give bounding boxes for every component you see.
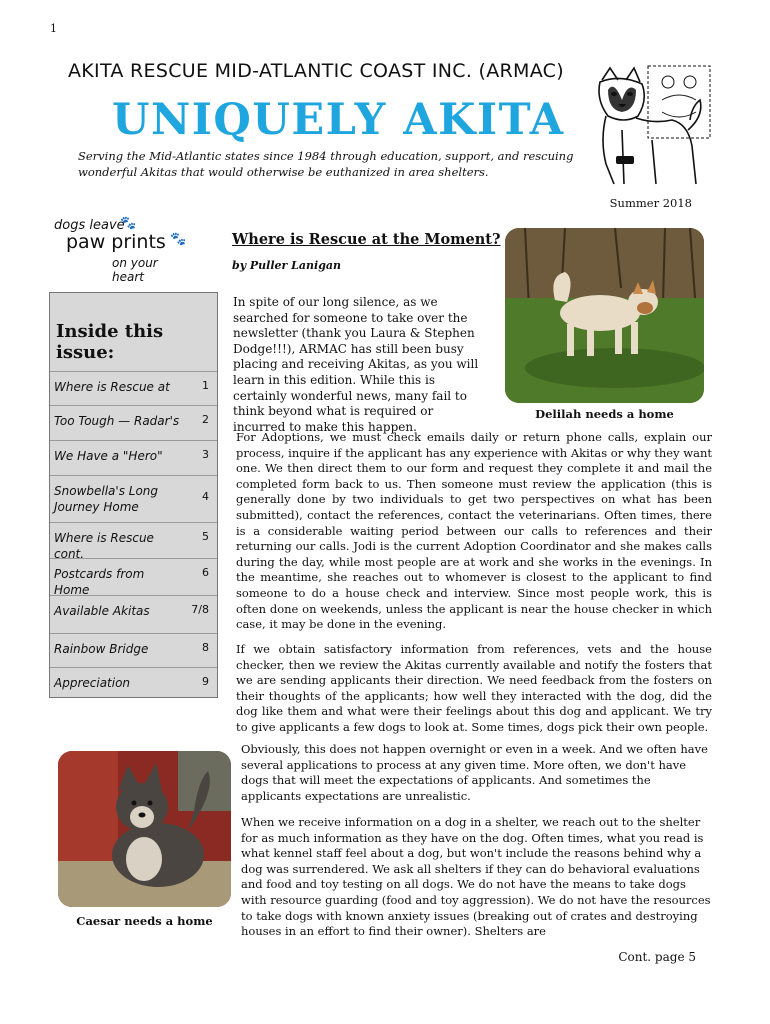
toc-heading: Inside this issue: (56, 321, 164, 363)
delilah-caption: Delilah needs a home (535, 407, 674, 421)
tagline: Serving the Mid-Atlantic states since 1984 through education, support, and rescuing wonderful Akitas that would otherwise be euthanized in area shelters. (78, 149, 574, 179)
paw-logo-line1: dogs leave (54, 218, 125, 233)
paw-prints-logo (52, 216, 192, 284)
article-paragraph: For Adoptions, we must check emails daily or return phone calls, explain our process, inquire if the applicant has any experience with Akitas or why they want one. We then direct them to our form and request they complete it and mail the completed form back to us. Then someone must review the application (this is generally done by two individuals to get two perspectives on what has been submitted), contact the references, contact the veterinarians. Often times, there is a considerable waiting period between our calls to references and their returning our calls. Jodi is the current Adoption Coordinator and she makes calls during the day, while most people are at work and she works in the evenings. In the meantime, she reaches out to whomever is closest to the applicant to find someone to do a house check and interview. Since most people work, this is often done on weekends, unless the applicant is near the house checker in which case, it may be done in the evening. (236, 430, 712, 632)
paw-logo-line2: paw prints (66, 231, 166, 253)
toc-item-page: 1 (202, 379, 209, 392)
toc-item-page: 5 (202, 530, 209, 543)
table-of-contents (49, 292, 218, 698)
toc-item[interactable] (50, 440, 217, 476)
toc-item-title: Where is Rescue cont. (54, 531, 154, 561)
article-paragraph: Obviously, this does not happen overnight or even in a week. And we often have several applications to process at any given time. More often, we don't have dogs that will meet the expectations of applicants. And sometimes the applicants expectations are unrealistic. (241, 742, 708, 803)
toc-item-title: Too Tough — Radar's (54, 414, 180, 428)
toc-item-title: We Have a "Hero" (54, 449, 163, 463)
toc-item-title: Postcards from Home (54, 567, 145, 597)
toc-item-title: Snowbella's Long Journey Home (54, 484, 159, 514)
page-number: 1 (50, 22, 57, 35)
article-paragraph: If we obtain satisfactory information from references, vets and the house checker, then we review the Akitas currently available and notify the fosters that we are sending applicants their direction. We need feedback from the fosters on their thoughts of the applicants; how well they interacted with the dog, did the dog like them and what were their feelings about this dog and applicant. We try to give applicants a few dogs to look at. Some times, dogs pick their own people. (236, 642, 712, 734)
organization-name: AKITA RESCUE MID-ATLANTIC COAST INC. (ARMAC) (68, 60, 564, 82)
article-title: Where is Rescue at the Moment? (232, 231, 501, 248)
toc-item-title: Appreciation (54, 676, 131, 690)
toc-item[interactable] (50, 522, 217, 559)
toc-item-title: Where is Rescue at (54, 380, 170, 394)
toc-item[interactable] (50, 558, 217, 596)
article-byline: by Puller Lanigan (232, 259, 342, 272)
article-paragraph: In spite of our long silence, as we searched for someone to take over the newsletter (thank you Laura & Stephen Dodge!!!), ARMAC has still been busy placing and receiving Akitas, as you will learn in this edition. While this is certainly wonderful news, many fail to think beyond what is required or incurred to make this happen. (233, 295, 479, 434)
toc-item-title: Available Akitas (54, 604, 150, 618)
continued-link[interactable]: Cont. page 5 (618, 950, 696, 964)
toc-item-page: 3 (202, 448, 209, 461)
toc-item[interactable] (50, 595, 217, 634)
delilah-photo (505, 228, 704, 403)
toc-item-title: Rainbow Bridge (54, 642, 149, 656)
toc-item[interactable] (50, 405, 217, 441)
paw-icon: 🐾 (120, 216, 137, 231)
toc-item-page: 9 (202, 675, 209, 688)
toc-item-page: 4 (202, 490, 209, 503)
akita-logo-illustration (592, 60, 722, 190)
toc-item-page: 7/8 (191, 603, 209, 616)
toc-item[interactable] (50, 371, 217, 406)
toc-item[interactable] (50, 633, 217, 668)
toc-item-page: 6 (202, 566, 209, 579)
toc-item-page: 8 (202, 641, 209, 654)
caesar-caption: Caesar needs a home (76, 914, 213, 928)
caesar-photo (58, 751, 231, 907)
toc-item-page: 2 (202, 413, 209, 426)
issue-season: Summer 2018 (609, 196, 692, 210)
paw-logo-line3: on your heart (112, 256, 158, 284)
paw-icon: 🐾 (170, 232, 187, 247)
newsletter-title: UNIQUELY AKITA (112, 95, 565, 145)
article-paragraph: When we receive information on a dog in a shelter, we reach out to the shelter for as much information as they have on the dog. Often times, what you read is what kennel staff feel about a dog, but won't include the reasons behind why a dog was surrendered. We ask all shelters if they can do behavioral evaluations and food and toy testing on all dogs. We do not have the means to take dogs with resource guarding (food and toy aggression). We do not have the resources to take dogs with known anxiety issues (breaking out of crates and destroying houses in an effort to find their owner). Shelters are (241, 815, 711, 939)
toc-item[interactable] (50, 475, 217, 523)
toc-item[interactable] (50, 667, 217, 698)
